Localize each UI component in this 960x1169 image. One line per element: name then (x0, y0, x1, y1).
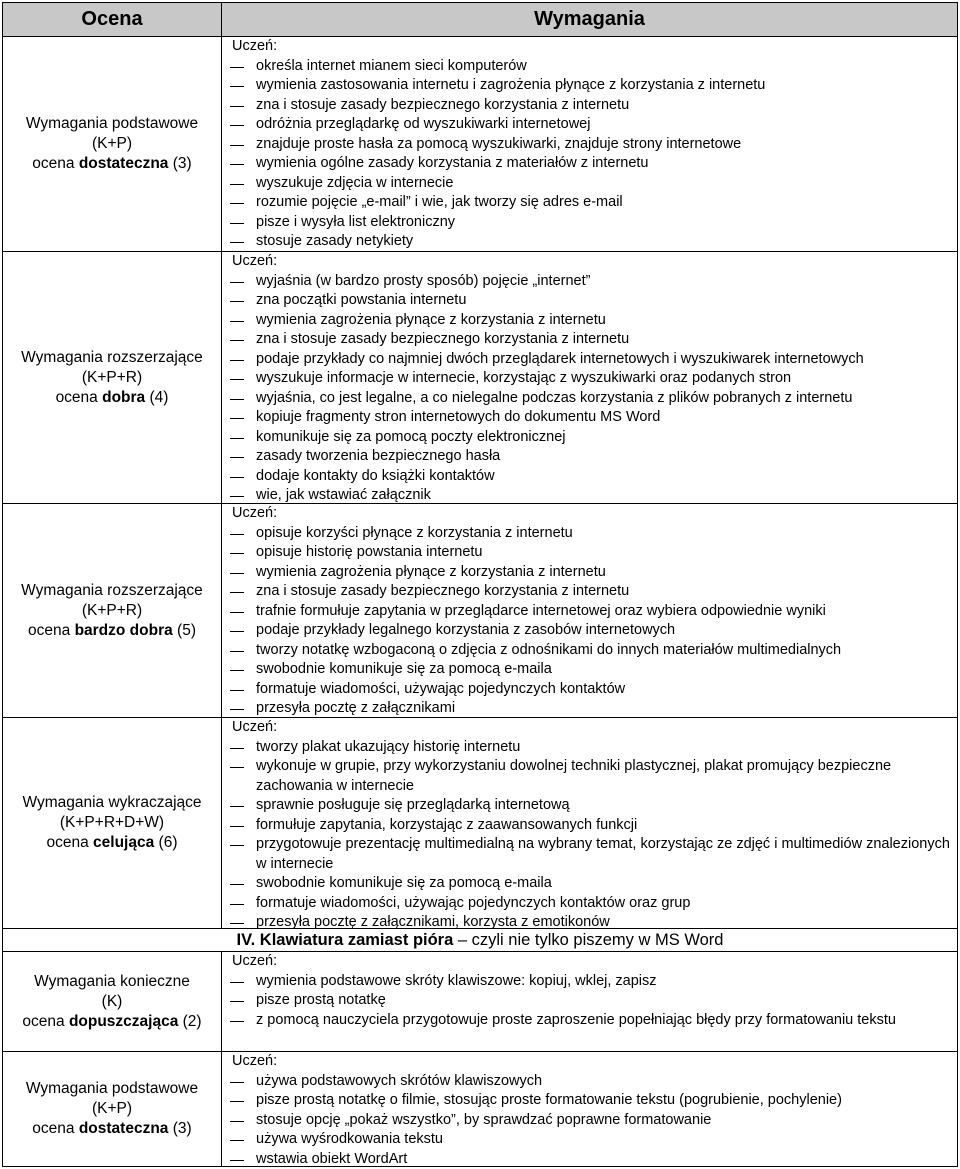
requirement-item: komunikuje się za pomocą poczty elektronicznej (230, 428, 957, 448)
requirement-item: zasady tworzenia bezpiecznego hasła (230, 447, 957, 467)
requirement-item: wymienia podstawowe skróty klawiszowe: kopiuj, wklej, zapisz (230, 972, 957, 992)
grade-code: (K+P) (92, 1099, 132, 1119)
requirements-cell (221, 503, 958, 718)
grade-label: ocena celująca (6) (47, 833, 178, 853)
grade-label: ocena bardzo dobra (5) (28, 621, 196, 641)
requirement-item: zna i stosuje zasady bezpiecznego korzystania z internetu (230, 582, 957, 602)
requirement-item: używa podstawowych skrótów klawiszowych (230, 1072, 957, 1092)
requirement-item: wymienia ogólne zasady korzystania z materiałów z internetu (230, 154, 957, 174)
section-title-bold: Klawiatura zamiast pióra (260, 931, 453, 949)
requirement-item: wymienia zastosowania internetu i zagrożenia płynące z korzystania z internetu (230, 76, 957, 96)
requirement-item: przesyła pocztę z załącznikami, korzysta z emotikonów (230, 913, 957, 933)
requirement-item: z pomocą nauczyciela przygotowuje proste zaproszenie popełniając błędy przy formatowaniu tekstu (230, 1011, 957, 1031)
grade-level: Wymagania konieczne (34, 972, 190, 992)
requirement-item: kopiuje fragmenty stron internetowych do dokumentu MS Word (230, 408, 957, 428)
requirement-item: podaje przykłady co najmniej dwóch przeglądarek internetowych i wyszukiwarek internetowych (230, 350, 957, 370)
grade-cell (2, 951, 222, 1052)
section-title (2, 928, 958, 952)
requirement-item: wyjaśnia (w bardzo prosty sposób) pojęcie „internet” (230, 272, 957, 292)
requirement-item: przygotowuje prezentację multimedialną na wybrany temat, korzystając ze zdjęć i multimediów znalezionych w internecie (230, 835, 957, 874)
requirement-item: określa internet mianem sieci komputerów (230, 57, 957, 77)
grade-cell (2, 251, 222, 504)
requirement-item: sprawnie posługuje się przeglądarką internetową (230, 796, 957, 816)
requirement-item: pisze prostą notatkę (230, 991, 957, 1011)
requirement-item: stosuje opcję „pokaż wszystko”, by sprawdzać poprawne formatowanie (230, 1111, 957, 1131)
requirement-item: zna i stosuje zasady bezpiecznego korzystania z internetu (230, 96, 957, 116)
requirement-item: wyszukuje informacje w internecie, korzystając z wyszukiwarki oraz podanych stron (230, 369, 957, 389)
requirement-item: opisuje korzyści płynące z korzystania z internetu (230, 524, 957, 544)
grade-code: (K+P+R+D+W) (60, 813, 164, 833)
requirement-item: swobodnie komunikuje się za pomocą e-maila (230, 660, 957, 680)
requirement-item: wstawia obiekt WordArt (230, 1150, 957, 1169)
grade-cell (2, 36, 222, 252)
requirements-cell (221, 717, 958, 929)
uczen-label: Uczeń: (230, 37, 957, 57)
grade-cell (2, 1051, 222, 1167)
grade-code: (K+P+R) (82, 368, 142, 388)
grade-label: ocena dobra (4) (56, 388, 169, 408)
uczen-label: Uczeń: (230, 1052, 957, 1072)
requirement-item: formatuje wiadomości, używając pojedynczych kontaktów oraz grup (230, 894, 957, 914)
requirement-item: zna początki powstania internetu (230, 291, 957, 311)
grade-label: ocena dostateczna (3) (32, 154, 191, 174)
requirement-item: wie, jak wstawiać załącznik (230, 486, 957, 506)
grade-level: Wymagania rozszerzające (21, 348, 203, 368)
requirement-item: wymienia zagrożenia płynące z korzystania z internetu (230, 311, 957, 331)
requirement-item: zna i stosuje zasady bezpiecznego korzystania z internetu (230, 330, 957, 350)
requirement-item: formatuje wiadomości, używając pojedynczych kontaktów (230, 680, 957, 700)
requirements-cell (221, 36, 958, 252)
requirements-cell (221, 951, 958, 1052)
requirement-item: wyszukuje zdjęcia w internecie (230, 174, 957, 194)
requirement-item: swobodnie komunikuje się za pomocą e-maila (230, 874, 957, 894)
uczen-label: Uczeń: (230, 952, 957, 972)
requirement-item: wyjaśnia, co jest legalne, a co nielegalne podczas korzystania z plików pobranych z internetu (230, 389, 957, 409)
section-title-rest: – czyli nie tylko piszemy w MS Word (453, 931, 723, 949)
uczen-label: Uczeń: (230, 252, 957, 272)
requirement-item: tworzy plakat ukazujący historię internetu (230, 738, 957, 758)
requirement-item: pisze prostą notatkę o filmie, stosując proste formatowanie tekstu (pogrubienie, pochylenie) (230, 1091, 957, 1111)
grade-code: (K) (102, 992, 123, 1012)
uczen-label: Uczeń: (230, 504, 957, 524)
requirement-item: trafnie formułuje zapytania w przeglądarce internetowej oraz wybiera odpowiednie wyniki (230, 602, 957, 622)
requirement-item: podaje przykłady legalnego korzystania z zasobów internetowych (230, 621, 957, 641)
grade-label: ocena dostateczna (3) (32, 1119, 191, 1139)
requirement-item: dodaje kontakty do książki kontaktów (230, 467, 957, 487)
requirement-item: znajduje proste hasła za pomocą wyszukiwarki, znajduje strony internetowe (230, 135, 957, 155)
header-wymagania: Wymagania (221, 2, 958, 37)
requirement-item: rozumie pojęcie „e-mail” i wie, jak tworzy się adres e-mail (230, 193, 957, 213)
grade-level: Wymagania podstawowe (26, 1079, 198, 1099)
requirement-item: wymienia zagrożenia płynące z korzystania z internetu (230, 563, 957, 583)
header-ocena: Ocena (2, 2, 222, 37)
requirement-item: przesyła pocztę z załącznikami (230, 699, 957, 719)
grade-cell (2, 717, 222, 929)
grade-cell (2, 503, 222, 718)
grade-code: (K+P) (92, 134, 132, 154)
grade-level: Wymagania rozszerzające (21, 581, 203, 601)
requirement-item: stosuje zasady netykiety (230, 232, 957, 252)
grade-label: ocena dopuszczająca (2) (22, 1012, 201, 1032)
requirement-item: używa wyśrodkowania tekstu (230, 1130, 957, 1150)
requirement-item: pisze i wysyła list elektroniczny (230, 213, 957, 233)
requirements-cell (221, 1051, 958, 1167)
requirements-cell (221, 251, 958, 504)
requirement-item: opisuje historię powstania internetu (230, 543, 957, 563)
requirement-item: wykonuje w grupie, przy wykorzystaniu dowolnej techniki plastycznej, plakat promujący bezpieczne zachowania w internecie (230, 757, 957, 796)
section-number: IV. (237, 931, 256, 949)
requirement-item: odróżnia przeglądarkę od wyszukiwarki internetowej (230, 115, 957, 135)
grade-code: (K+P+R) (82, 601, 142, 621)
uczen-label: Uczeń: (230, 718, 957, 738)
requirement-item: tworzy notatkę wzbogaconą o zdjęcia z odnośnikami do innych materiałów multimedialnych (230, 641, 957, 661)
grade-level: Wymagania podstawowe (26, 114, 198, 134)
requirement-item: formułuje zapytania, korzystając z zaawansowanych funkcji (230, 816, 957, 836)
grade-level: Wymagania wykraczające (22, 793, 201, 813)
